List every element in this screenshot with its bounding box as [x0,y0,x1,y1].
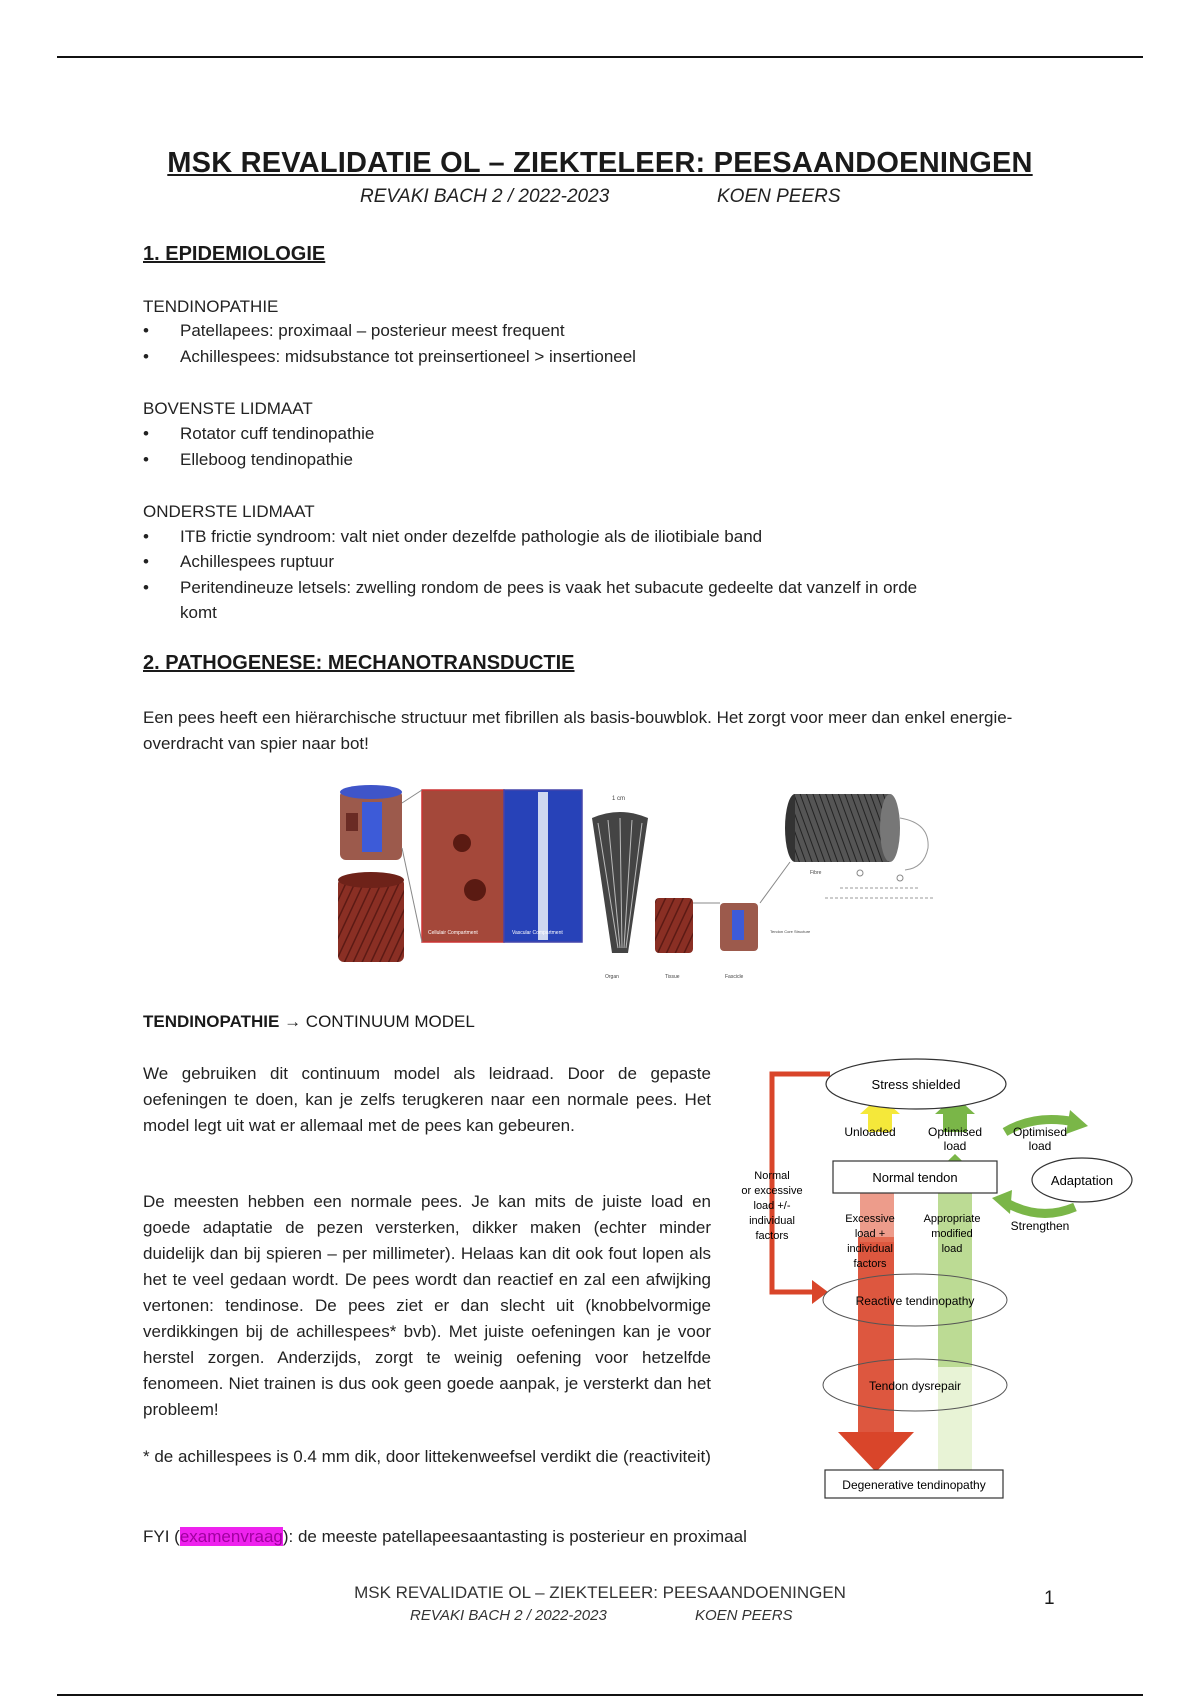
group-caption-onderste: ONDERSTE LIDMAAT [143,502,315,521]
tissue-cylinder [655,898,693,953]
normal-load-line: Normal [754,1170,790,1182]
footer-title: MSK REVALIDATIE OL – ZIEKTELEER: PEESAANDOENINGEN [354,1583,846,1602]
continuum-paragraph-1: We gebruiken dit continuum model als leidraad. Door de gepaste oefeningen te doen, kan je zelfs terugkeren naar een normale pees. Het model legt uit wat er allemaal met de pees kan gebeuren. [143,1064,711,1135]
scale-label: 1 cm [612,796,626,802]
top-rule [57,56,1143,58]
header-course: REVAKI BACH 2 / 2022-2023 [360,186,610,207]
stress-shielded-label: Stress shielded [871,1077,961,1092]
excessive-load-line: factors [853,1258,887,1270]
appropriate-load-line: load [941,1243,963,1255]
tendon-dysrepair-label: Tendon dysrepair [868,1379,962,1393]
optimised-load-side-label: Optimised [1012,1125,1068,1139]
fyi-line: FYI (examenvraag): de meeste patellapeesaantasting is posterieur en proximaal [143,1527,747,1546]
figure-label-fibre: Fibre [810,870,822,876]
reactive-tendinopathy-label: Reactive tendinopathy [855,1294,975,1308]
muscle-cylinder [338,872,404,962]
appropriate-load-line: Appropriate [923,1213,981,1225]
group-caption-bovenste: BOVENSTE LIDMAAT [143,399,313,418]
continuum-footnote: * de achillespees is 0.4 mm dik, door littekenweefsel verdikt die (reactiviteit) [143,1447,711,1466]
cell-compartment-cylinder [340,785,402,860]
cellular-compartment-panel [422,790,504,942]
figure-label-vascular: Vascular Compartment [512,930,563,936]
unloaded-label: Unloaded [844,1125,896,1139]
figure-label-tissue: Tissue [665,974,680,980]
normal-tendon-label: Normal tendon [872,1170,958,1185]
figure-label-cellular: Cellulair Compartment [428,930,478,936]
optimised-load-label-2: load [943,1139,967,1153]
excessive-load-line: Excessive [845,1213,895,1225]
section1-heading: 1. EPIDEMIOLOGIE [143,243,326,265]
fibre-bundle [785,794,900,862]
continuum-model-diagram [730,1052,1150,1507]
fascicle-cylinder [720,903,758,951]
header-author: KOEN PEERS [717,186,841,207]
page-title: MSK REVALIDATIE OL – ZIEKTELEER: PEESAANDOENINGEN [167,147,1033,179]
continuum-paragraph-2: De meesten hebben een normale pees. Je kan mits de juiste load en goede adaptatie de pezen versterken, dikker maken (echter minder duidelijk dan bij spieren – per millimeter). Helaas kan dit ook fout lopen als het te veel gedaan wordt. De pees wordt dan reactief en zal een afwijking vertonen: tendinose. De pees ziet er dan slecht uit (knobbelvormige verdikkingen bij de achillespees* bvb). Met juiste oefeningen kan je voor herstel zorgen. Anderzijds, zorgt te weinig oefening voor hetzelfde fenomeen. Niet trainen is dus ook geen goede aanpak, je versterkt dan het probleem! [143,1192,711,1419]
strengthen-label: Strengthen [1010,1219,1070,1233]
footer-course: REVAKI BACH 2 / 2022-2023 [410,1607,607,1624]
appropriate-load-line: modified [931,1228,973,1240]
group-caption-tendinopathie: TENDINOPATHIE [143,297,279,316]
figure-label-core: Tendon Core Structure [770,929,811,934]
exam-question-highlight: examenvraag [179,1527,283,1546]
adaptation-label: Adaptation [1050,1173,1114,1188]
bottom-rule [57,1694,1143,1696]
tendon-structure-figure [200,778,1000,983]
excessive-load-line: individual [847,1243,893,1255]
degenerative-tendinopathy-label: Degenerative tendinopathy [842,1478,986,1492]
figure-label-fascicle: Fascicle [725,974,744,980]
optimised-load-label: Optimised [927,1125,983,1139]
continuum-heading: TENDINOPATHIE → CONTINUUM MODEL [143,1012,475,1031]
normal-load-line: factors [755,1230,789,1242]
normal-load-line: individual [749,1215,795,1227]
page-number: 1 [1044,1588,1055,1609]
footer-author: KOEN PEERS [695,1607,793,1624]
section2-heading: 2. PATHOGENESE: MECHANOTRANSDUCTIE [143,652,575,674]
normal-load-line: load +/- [753,1200,791,1212]
optimised-load-side-label-2: load [1028,1139,1052,1153]
section2-intro: Een pees heeft een hiërarchische structuur met fibrillen als basis-bouwblok. Het zorgt voor meer dan enkel energie-overdracht van spier naar bot! [143,708,1013,753]
figure-label-organ: Organ [605,974,619,980]
normal-load-line: or excessive [741,1185,803,1197]
excessive-load-line: load + [854,1228,886,1240]
